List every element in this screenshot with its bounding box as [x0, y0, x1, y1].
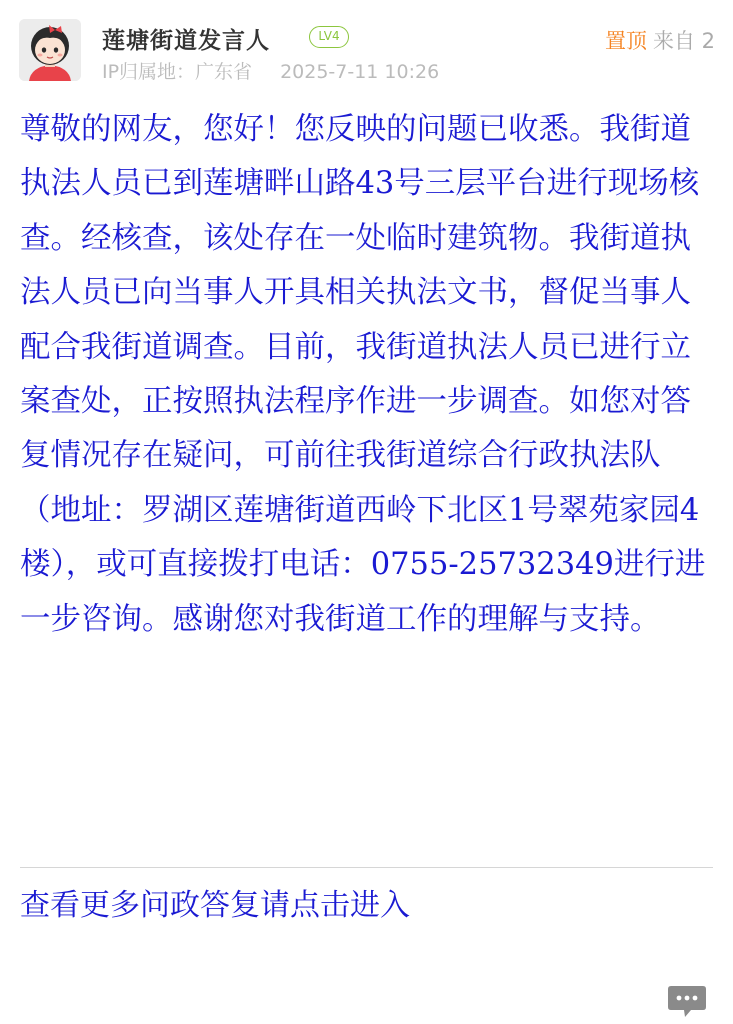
divider: [20, 867, 713, 868]
comment-button[interactable]: [667, 984, 707, 1020]
comment-bubble-icon: [667, 984, 707, 1020]
post-meta: [102, 59, 439, 85]
author-name[interactable]: 莲塘街道发言人: [102, 28, 270, 54]
more-replies-link[interactable]: 查看更多问政答复请点击进入: [20, 888, 410, 923]
post-datetime: 2025-7-11 10:26: [280, 61, 440, 83]
pinned-label: 置顶: [604, 29, 647, 53]
cartoon-girl-avatar-icon: [19, 19, 81, 81]
ip-location: IP归属地：广东省: [102, 61, 253, 83]
post-tags: [605, 26, 715, 56]
source-label: 来自 2: [652, 29, 715, 53]
post-header: [0, 0, 733, 100]
post-body: 尊敬的网友，您好！您反映的问题已收悉。我街道执法人员已到莲塘畔山路43号三层平台进行现场核查。经核查，该处存在一处临时建筑物。我街道执法人员已向当事人开具相关执法文书，督促当事人配合我街道调查。目前，我街道执法人员已进行立案查处，正按照执法程序作进一步调查。如您对答复情况存在疑问，可前往我街道综合行政执法队（地址：罗湖区莲塘街道西岭下北区1号翠苑家园4楼），或可直接拨打电话：0755-25732349进行进一步咨询。感谢您对我街道工作的理解与支持。: [20, 112, 706, 637]
level-badge: LV4: [309, 26, 349, 48]
avatar[interactable]: [19, 19, 81, 81]
